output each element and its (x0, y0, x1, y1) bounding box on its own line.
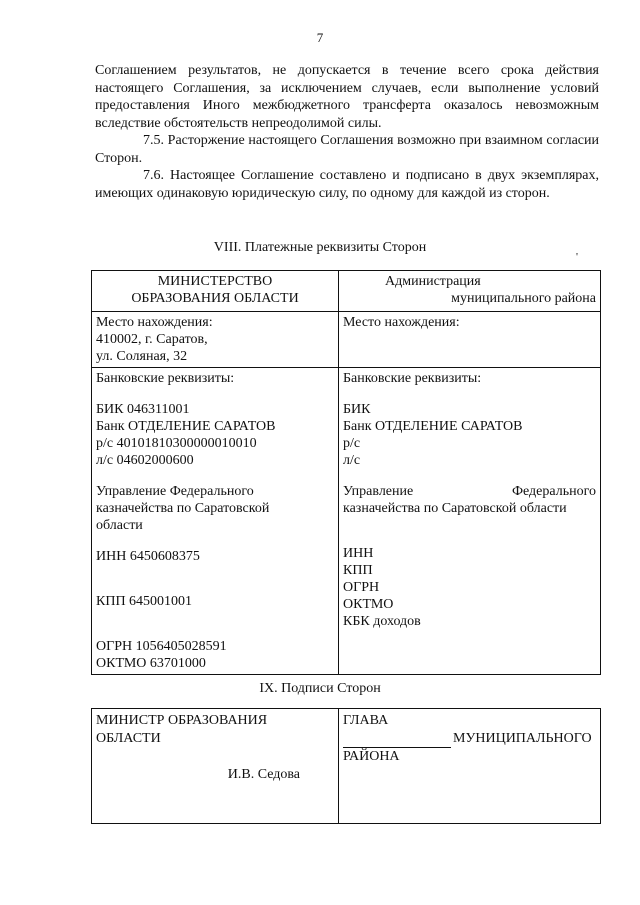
administration-header-line-2: муниципального района (451, 291, 596, 306)
ministry-location-city: 410002, г. Саратов, (96, 332, 208, 347)
ministry-header-line-2: ОБРАЗОВАНИЯ ОБЛАСТИ (131, 291, 299, 306)
ministry-location-street: ул. Соляная, 32 (96, 349, 188, 364)
ministry-header-cell (92, 271, 339, 312)
administration-bank-details-label: Банковские реквизиты: (343, 371, 482, 386)
administration-inn: ИНН (343, 546, 374, 561)
page-number: 7 (316, 30, 324, 45)
bank-details-label: Банковские реквизиты: (96, 371, 235, 386)
ministry-header-line-1: МИНИСТЕРСТВО (157, 274, 273, 289)
ministry-signature-cell (92, 709, 339, 824)
administration-kpp: КПП (343, 563, 373, 578)
administration-kbk: КБК доходов (343, 614, 421, 629)
requisites-table (91, 270, 601, 675)
administration-header-cell (339, 271, 601, 312)
administration-ogrn: ОГРН (343, 580, 380, 595)
administration-bank-name: Банк ОТДЕЛЕНИЕ САРАТОВ (343, 419, 523, 434)
ministry-inn: ИНН 6450608375 (96, 549, 200, 564)
administration-personal-account: л/с (343, 453, 361, 468)
agreement-text (95, 62, 599, 202)
location-row (92, 312, 601, 368)
administration-bik: БИК (343, 402, 371, 417)
ministry-location-label: Место нахождения: (96, 315, 213, 330)
administration-location-label: Место нахождения: (343, 315, 460, 330)
administration-location-cell (339, 312, 601, 368)
head-title-municipal: МУНИЦИПАЛЬНОГО (453, 731, 592, 746)
head-title-line-1: ГЛАВА (343, 713, 389, 728)
ministry-account: р/с 40101810300000010010 (96, 436, 257, 451)
administration-account: р/с (343, 436, 361, 451)
head-title-line-3: РАЙОНА (343, 749, 400, 764)
signatures-table (91, 708, 601, 824)
section-9-title: IX. Подписи Сторон (259, 681, 381, 696)
ministry-treasury-line-2: казначейства по Саратовской (96, 501, 270, 516)
paragraph-7-6: 7.6. Настоящее Соглашение составлено и подписано в двух экземплярах, имеющих одинаковую юридическую силу, по одному для каждой из сторон. (95, 168, 599, 201)
ministry-bank-cell (92, 368, 339, 675)
ministry-location-cell (92, 312, 339, 368)
administration-treasury-word-1: Управление (343, 484, 414, 499)
bank-details-row (92, 368, 601, 675)
section-8-title: VIII. Платежные реквизиты Сторон (213, 240, 427, 255)
administration-bank-cell (339, 368, 601, 675)
signatures-row (92, 709, 601, 824)
requisites-header-row (92, 271, 601, 312)
paragraph-continuation: Соглашением результатов, не допускается в течение всего срока действия настоящего Соглашения, за исключением случаев, если выполнение условий предоставления Иного межбюджетного трансферта оказалось невозможным вследствие обстоятельств непреодолимой силы. (95, 63, 599, 131)
district-name-blank (343, 732, 451, 748)
minister-title-line-2: ОБЛАСТИ (96, 731, 161, 746)
ministry-kpp: КПП 645001001 (96, 594, 193, 609)
administration-header-line-1: Администрация (385, 274, 481, 289)
ministry-ogrn: ОГРН 1056405028591 (96, 639, 227, 654)
administration-signature-cell (339, 709, 601, 824)
head-title-line-2 (343, 730, 596, 748)
administration-treasury-line-1 (343, 483, 596, 500)
ministry-oktmo: ОКТМО 63701000 (96, 656, 206, 671)
ministry-treasury-line-1: Управление Федерального (96, 484, 254, 499)
margin-mark: ' (576, 251, 578, 263)
ministry-personal-account: л/с 04602000600 (96, 453, 194, 468)
administration-treasury-line-2: казначейства по Саратовской области (343, 501, 567, 516)
paragraph-7-5: 7.5. Расторжение настоящего Соглашения возможно при взаимном согласии Сторон. (95, 133, 599, 166)
administration-treasury-word-2: Федерального (511, 484, 596, 499)
ministry-treasury-line-3: области (96, 518, 143, 533)
ministry-bank-name: Банк ОТДЕЛЕНИЕ САРАТОВ (96, 419, 276, 434)
minister-title-line-1: МИНИСТР ОБРАЗОВАНИЯ (96, 713, 268, 728)
ministry-bik: БИК 046311001 (96, 402, 190, 417)
minister-name: И.В. Седова (227, 767, 300, 782)
administration-oktmo: ОКТМО (343, 597, 394, 612)
